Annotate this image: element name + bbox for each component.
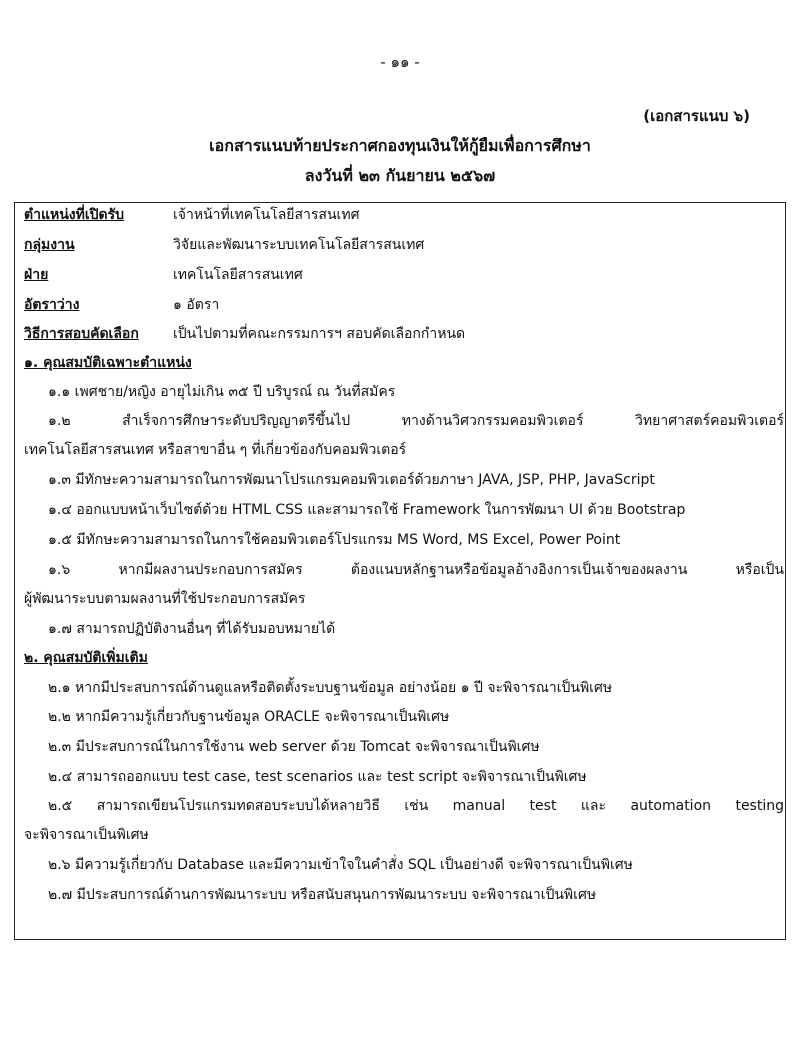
section-2-item: ๒.๓ มีประสบการณ์ในการใช้งาน web server ด้วย Tomcat จะพิจารณาเป็นพิเศษ bbox=[48, 739, 540, 755]
section-1-item-continuation: เทคโนโลยีสารสนเทศ หรือสาขาอื่น ๆ ที่เกี่ยวข้องกับคอมพิวเตอร์ bbox=[24, 442, 407, 458]
section-2-item: ๒.๔ สามารถออกแบบ test case, test scenarios และ test script จะพิจารณาเป็นพิเศษ bbox=[48, 769, 587, 785]
section-1-item: ๑.๗ สามารถปฏิบัติงานอื่นๆ ที่ได้รับมอบหมายได้ bbox=[48, 621, 336, 637]
field-value-department: เทคโนโลยีสารสนเทศ bbox=[173, 267, 303, 283]
page-number: - ๑๑ - bbox=[380, 53, 420, 71]
section-1-item: ๑.๓ มีทักษะความสามารถในการพัฒนาโปรแกรมคอมพิวเตอร์ด้วยภาษา JAVA, JSP, PHP, JavaScript bbox=[48, 472, 655, 488]
section-2-item: ๒.๕ สามารถเขียนโปรแกรมทดสอบระบบได้หลายวิธี เช่น manual test และ automation testing bbox=[48, 798, 784, 814]
document-date: ลงวันที่ ๒๓ กันยายน ๒๕๖๗ bbox=[304, 166, 496, 185]
field-label-group: กลุ่มงาน bbox=[24, 237, 75, 253]
section-2-item: ๒.๒ หากมีความรู้เกี่ยวกับฐานข้อมูล ORACLE จะพิจารณาเป็นพิเศษ bbox=[48, 709, 450, 725]
field-value-vacancy: ๑ อัตรา bbox=[173, 297, 220, 313]
section-2-item-continuation: จะพิจารณาเป็นพิเศษ bbox=[24, 827, 149, 843]
attachment-label: (เอกสารแนบ ๖) bbox=[643, 107, 750, 125]
section-2-item: ๒.๗ มีประสบการณ์ด้านการพัฒนาระบบ หรือสนับสนุนการพัฒนาระบบ จะพิจารณาเป็นพิเศษ bbox=[48, 887, 597, 903]
field-label-position: ตำแหน่งที่เปิดรับ bbox=[24, 207, 125, 223]
section-1-item: ๑.๒ สำเร็จการศึกษาระดับปริญญาตรีขึ้นไป ทางด้านวิศวกรรมคอมพิวเตอร์ วิทยาศาสตร์คอมพิวเตอร์ bbox=[48, 413, 784, 429]
field-label-vacancy: อัตราว่าง bbox=[24, 297, 80, 313]
section-2-title: ๒. คุณสมบัติเพิ่มเติม bbox=[24, 650, 148, 666]
section-2-item: ๒.๑ หากมีประสบการณ์ด้านดูแลหรือติดตั้งระบบฐานข้อมูล อย่างน้อย ๑ ปี จะพิจารณาเป็นพิเศษ bbox=[48, 680, 613, 696]
section-1-item-continuation: ผู้พัฒนาระบบตามผลงานที่ใช้ประกอบการสมัคร bbox=[24, 591, 306, 607]
section-1-item: ๑.๔ ออกแบบหน้าเว็บไซต์ด้วย HTML CSS และสามารถใช้ Framework ในการพัฒนา UI ด้วย Bootstrap bbox=[48, 502, 686, 518]
section-1-item: ๑.๕ มีทักษะความสามารถในการใช้คอมพิวเตอร์โปรแกรม MS Word, MS Excel, Power Point bbox=[48, 532, 621, 548]
section-1-item: ๑.๑ เพศชาย/หญิง อายุไม่เกิน ๓๕ ปี บริบูรณ์ ณ วันที่สมัคร bbox=[48, 384, 396, 400]
field-value-group: วิจัยและพัฒนาระบบเทคโนโลยีสารสนเทศ bbox=[173, 237, 425, 253]
field-value-selection-method: เป็นไปตามที่คณะกรรมการฯ สอบคัดเลือกกำหนด bbox=[173, 326, 466, 342]
section-1-item: ๑.๖ หากมีผลงานประกอบการสมัคร ต้องแนบหลักฐานหรือข้อมูลอ้างอิงการเป็นเจ้าของผลงาน หรือเป็น bbox=[48, 562, 784, 578]
field-label-selection-method: วิธีการสอบคัดเลือก bbox=[24, 326, 139, 342]
section-2-item: ๒.๖ มีความรู้เกี่ยวกับ Database และมีความเข้าใจในคำสั่ง SQL เป็นอย่างดี จะพิจารณาเป็นพิเศษ bbox=[48, 857, 633, 873]
section-1-title: ๑. คุณสมบัติเฉพาะตำแหน่ง bbox=[24, 355, 192, 371]
field-value-position: เจ้าหน้าที่เทคโนโลยีสารสนเทศ bbox=[173, 207, 360, 223]
document-title: เอกสารแนบท้ายประกาศกองทุนเงินให้กู้ยืมเพื่อการศึกษา bbox=[209, 136, 591, 155]
field-label-department: ฝ่าย bbox=[24, 267, 49, 283]
